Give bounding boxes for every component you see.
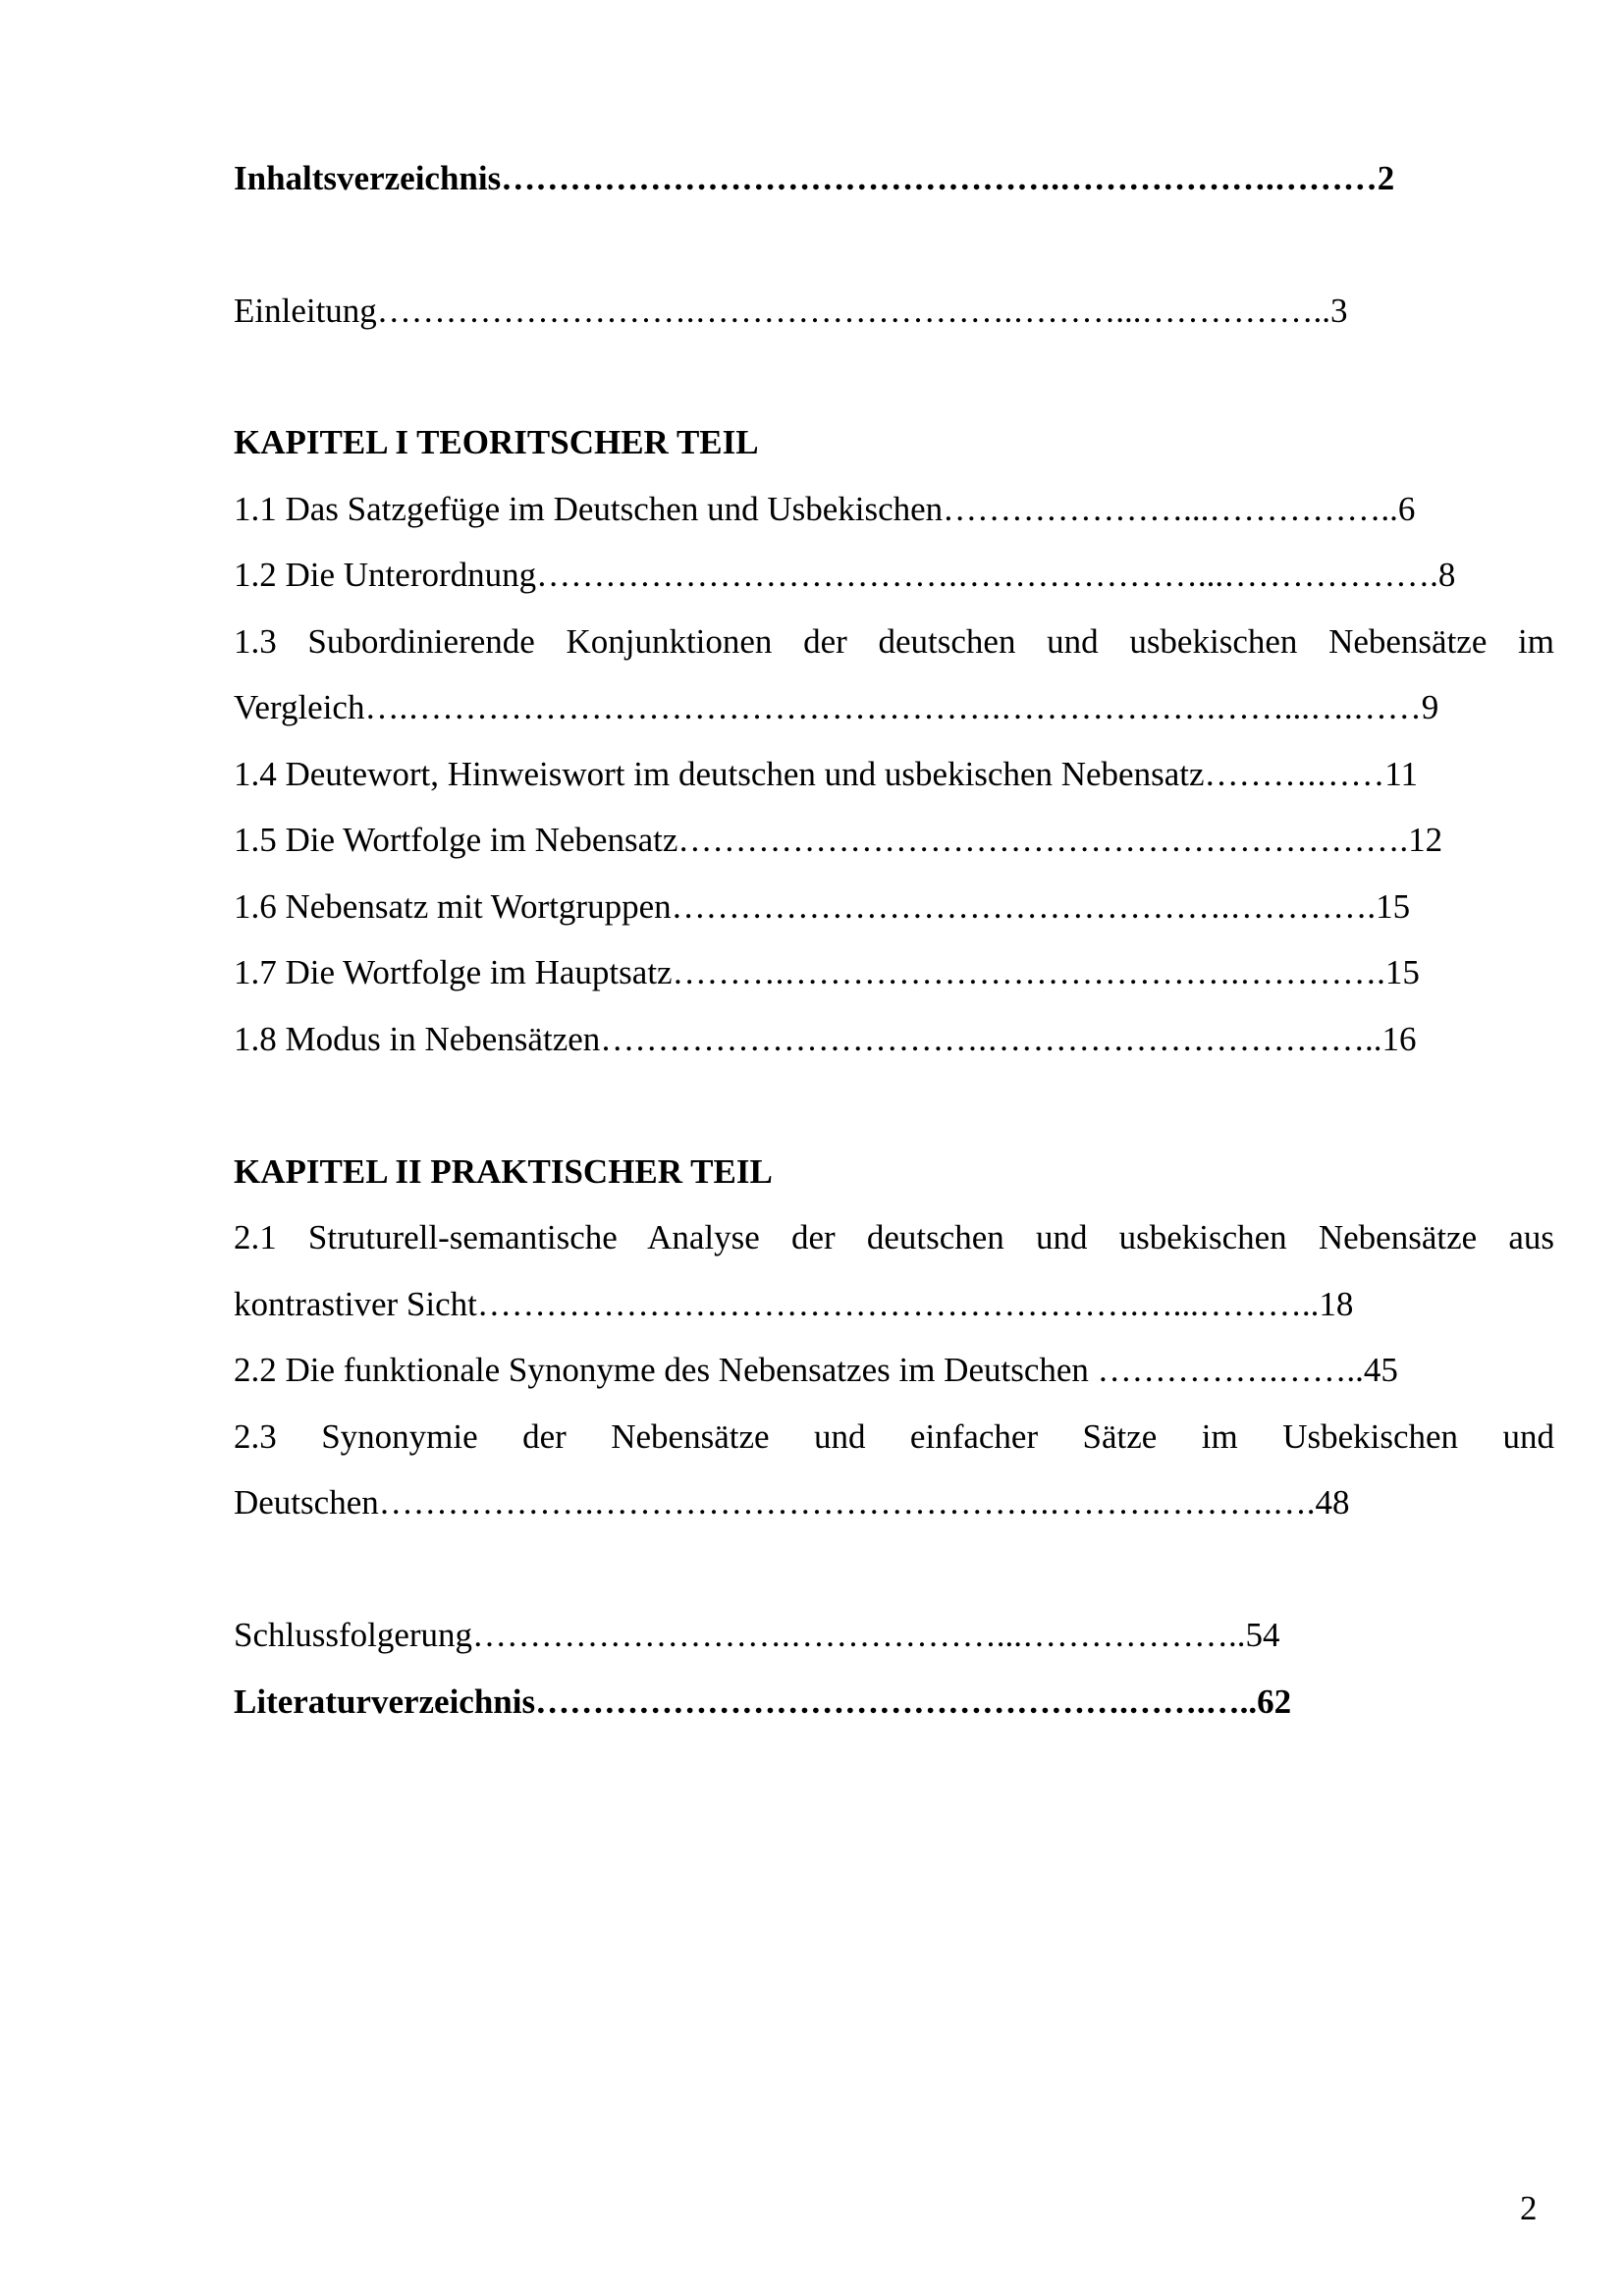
toc-entry-1-4: 1.4 Deutewort, Hinweiswort im deutschen und usbekischen Nebensatz……….……11 bbox=[234, 755, 1418, 793]
toc-entry-schlussfolgerung: Schlussfolgerung……………………….………………...………………..54 bbox=[234, 1616, 1280, 1654]
toc-entry-1-1: 1.1 Das Satzgefüge im Deutschen und Usbekischen…………………...……………..6 bbox=[234, 490, 1416, 528]
toc-entry-1-8: 1.8 Modus in Nebensätzen…………………………….……………………………..16 bbox=[234, 1020, 1417, 1058]
chapter-2-title: KAPITEL II PRAKTISCHER TEIL bbox=[234, 1152, 773, 1191]
toc-heading: Inhaltsverzeichnis………………………………………….……………….………2 bbox=[234, 159, 1395, 197]
toc-entry-1-3-line1: 1.3 Subordinierende Konjunktionen der deutschen und usbekischen Nebensätze im bbox=[234, 622, 1554, 661]
toc-entry-2-1-line2: kontrastiver Sicht………………………………………………….…...………..18 bbox=[234, 1285, 1354, 1323]
toc-entry-literaturverzeichnis: Literaturverzeichnis…………………………………………….…….…..62 bbox=[234, 1682, 1292, 1721]
chapter-1-title: KAPITEL I TEORITSCHER TEIL bbox=[234, 423, 759, 461]
toc-entry-1-3-line2: Vergleich….…………………………………………….……………….……...….……9 bbox=[234, 688, 1439, 726]
toc-entry-1-6: 1.6 Nebensatz mit Wortgruppen………………………………………….………….15 bbox=[234, 887, 1411, 926]
toc-entry-2-2: 2.2 Die funktionale Synonyme des Nebensatzes im Deutschen …………….……..45 bbox=[234, 1351, 1398, 1389]
toc-entry-2-3-line1: 2.3 Synonymie der Nebensätze und einfacher Sätze im Usbekischen und bbox=[234, 1417, 1554, 1456]
toc-entry-einleitung: Einleitung……………………….……………………….………...……………..3 bbox=[234, 292, 1348, 330]
toc-entry-1-2: 1.2 Die Unterordnung……………………………….…………………...……………….8 bbox=[234, 556, 1456, 594]
toc-entry-1-7: 1.7 Die Wortfolge im Hauptsatz……….………………………………….………….15 bbox=[234, 953, 1420, 991]
toc-entry-2-3-line2: Deutschen……………….………………………………….……….……….….48 bbox=[234, 1483, 1350, 1522]
page-number: 2 bbox=[1520, 2189, 1538, 2227]
toc-entry-2-1-line1: 2.1 Struturell-semantische Analyse der deutschen und usbekischen Nebensätze aus bbox=[234, 1218, 1554, 1256]
toc-entry-1-5: 1.5 Die Wortfolge im Nebensatz……………………………………………………….12 bbox=[234, 821, 1443, 859]
